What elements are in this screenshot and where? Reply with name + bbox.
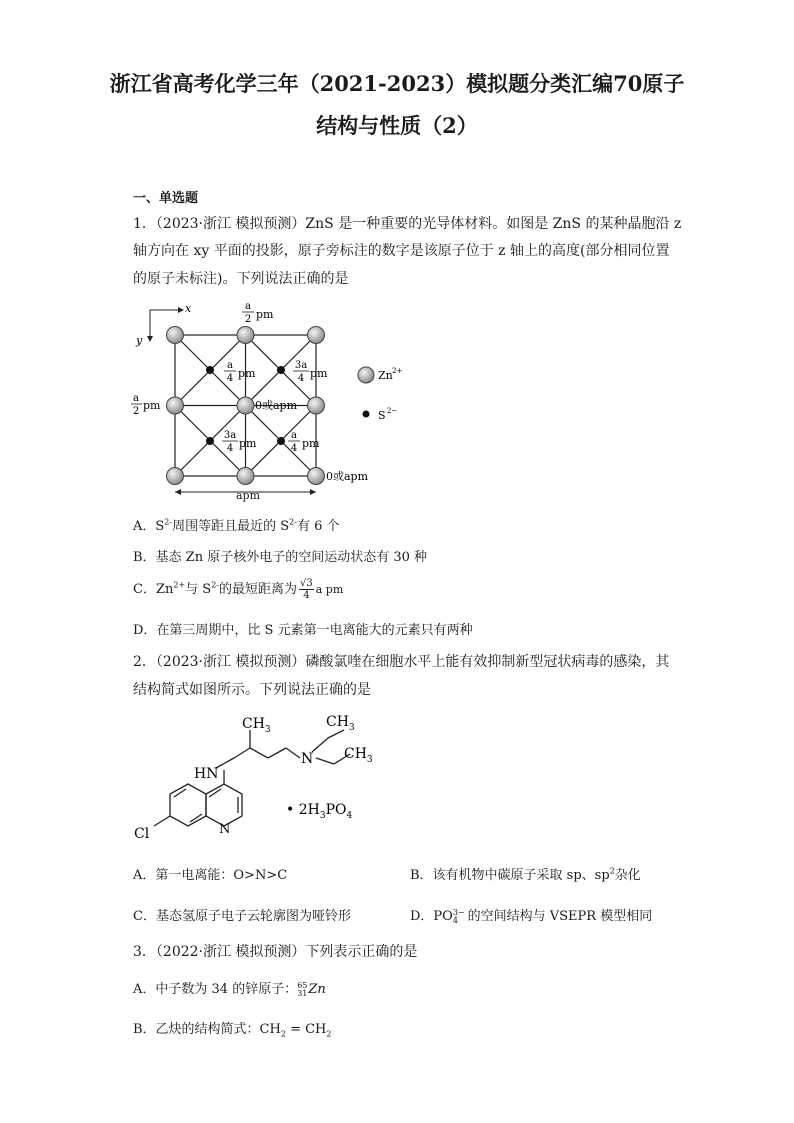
- legend-s-charge: 2−: [387, 407, 398, 415]
- zn-atom: [167, 327, 184, 344]
- legend-zn-label: Zn: [378, 369, 393, 382]
- s-atom: [277, 366, 285, 374]
- q1-option-c[interactable]: C．$Zn^{2+}$与 $S^{2-}$的最短距离为 $\frac{√3}{4}$ a pm: [133, 578, 344, 601]
- label-corner: 0或apm: [326, 470, 369, 483]
- s-atom: [206, 437, 214, 445]
- zn-atom: [167, 397, 184, 414]
- zns-cell-figure: [130, 298, 410, 508]
- zn-atom: [167, 468, 184, 485]
- label-center: 0或apm: [255, 399, 298, 412]
- cl-atom: Cl: [134, 826, 150, 842]
- label-s2-den: 4: [297, 373, 305, 384]
- q1-option-d[interactable]: D．在第三周期中，比 S 元素第一电离能大的元素只有两种: [133, 623, 473, 638]
- ch3-top: $CH_3$: [242, 716, 271, 735]
- label-top-den: 2: [244, 314, 252, 325]
- x-axis-arrow: [178, 307, 184, 313]
- q2-line-2: 结构简式如图所示。下列说法正确的是: [133, 682, 371, 698]
- zn-atom: [237, 327, 254, 344]
- legend-s-icon: [363, 411, 370, 418]
- s-atom: [277, 437, 285, 445]
- label-left-den: 2: [132, 406, 140, 417]
- legend-zn-charge: 2+: [392, 367, 403, 375]
- q1-option-a[interactable]: A．$S^{2-}$周围等距且最近的 $S^{2-}$有 6 个: [133, 517, 340, 534]
- label-s1-num: a: [227, 360, 233, 371]
- label-s1-unit: pm: [238, 367, 256, 380]
- label-s2-unit: pm: [310, 367, 328, 380]
- label-s3-unit: pm: [239, 437, 257, 450]
- q3-option-b[interactable]: B．乙炔的结构简式：$CH_2 = CH_2$: [133, 1022, 332, 1039]
- label-left-unit: pm: [143, 399, 161, 412]
- q1-line-2: 轴方向在 xy 平面的投影，原子旁标注的数字是该原子位于 z 轴上的高度(部分相同位置: [133, 243, 670, 259]
- y-axis-label: y: [136, 334, 143, 347]
- q3-option-a[interactable]: A．中子数为 34 的锌原子： 65 31 Zn: [133, 980, 326, 998]
- section-heading: 一、单选题: [133, 191, 199, 206]
- pyridine-ring: [206, 784, 242, 826]
- label-left-num: a: [133, 393, 139, 404]
- legend-zn-icon: [358, 367, 374, 383]
- label-s3-num: 3a: [223, 430, 237, 441]
- q1-option-b[interactable]: B．基态 Zn 原子核外电子的空间运动状态有 30 种: [133, 550, 428, 565]
- hn-group: HN: [194, 766, 219, 782]
- q2-option-d[interactable]: D．PO 3− 4 的空间结构与 VSEPR 模型相同: [410, 907, 653, 925]
- benzene-ring: [170, 784, 206, 826]
- ch3-ethyl-2: $CH_3$: [344, 746, 373, 765]
- ch3-ethyl-1: $CH_3$: [326, 714, 355, 733]
- zn-atom: [308, 397, 325, 414]
- s-atom: [206, 366, 214, 374]
- ring-n: N: [219, 822, 231, 837]
- label-bottom: apm: [235, 489, 261, 502]
- label-s4-den: 4: [290, 443, 298, 454]
- q3-line: 3．（2022·浙江 模拟预测）下列表示正确的是: [133, 944, 418, 960]
- page-title-line2: 结构与性质（2）: [316, 113, 478, 138]
- amine-n: N: [301, 751, 314, 767]
- label-s2-num: 3a: [294, 360, 308, 371]
- zn-atom: [237, 468, 254, 485]
- label-s4-unit: pm: [302, 437, 320, 450]
- x-axis-label: x: [185, 302, 192, 315]
- label-top-unit: pm: [256, 308, 274, 321]
- q1-line-1: 1．（2023·浙江 模拟预测）ZnS 是一种重要的光导体材料。如图是 ZnS 的某种晶胞沿 z: [133, 216, 682, 232]
- label-top-num: a: [245, 301, 251, 312]
- q2-option-b[interactable]: B．该有机物中碳原子采取 sp、$sp^2$杂化: [410, 866, 641, 883]
- label-s4-num: a: [291, 430, 297, 441]
- chloroquine-structure: [130, 708, 390, 848]
- q2-option-c[interactable]: C．基态氢原子电子云轮廓图为哑铃形: [133, 909, 351, 924]
- zn-atom: [237, 397, 254, 414]
- phosphate-salt: • $2H_3PO_4$: [286, 802, 353, 821]
- legend-s-label: S: [378, 409, 386, 422]
- label-s1-den: 4: [226, 373, 234, 384]
- zn-atom: [308, 327, 325, 344]
- q2-line-1: 2．（2023·浙江 模拟预测）磷酸氯喹在细胞水平上能有效抑制新型冠状病毒的感染，其: [133, 654, 670, 670]
- page-title-line1: 浙江省高考化学三年（2021-2023）模拟题分类汇编70原子: [109, 71, 685, 96]
- q1-line-3: 的原子未标注)。下列说法正确的是: [133, 271, 349, 287]
- q2-option-a[interactable]: A．第一电离能：O>N>C: [133, 868, 288, 883]
- label-s3-den: 4: [226, 443, 234, 454]
- zn-atom: [308, 468, 325, 485]
- y-axis-arrow: [147, 336, 153, 342]
- fraction: $\frac{√3}{4}$: [300, 578, 313, 601]
